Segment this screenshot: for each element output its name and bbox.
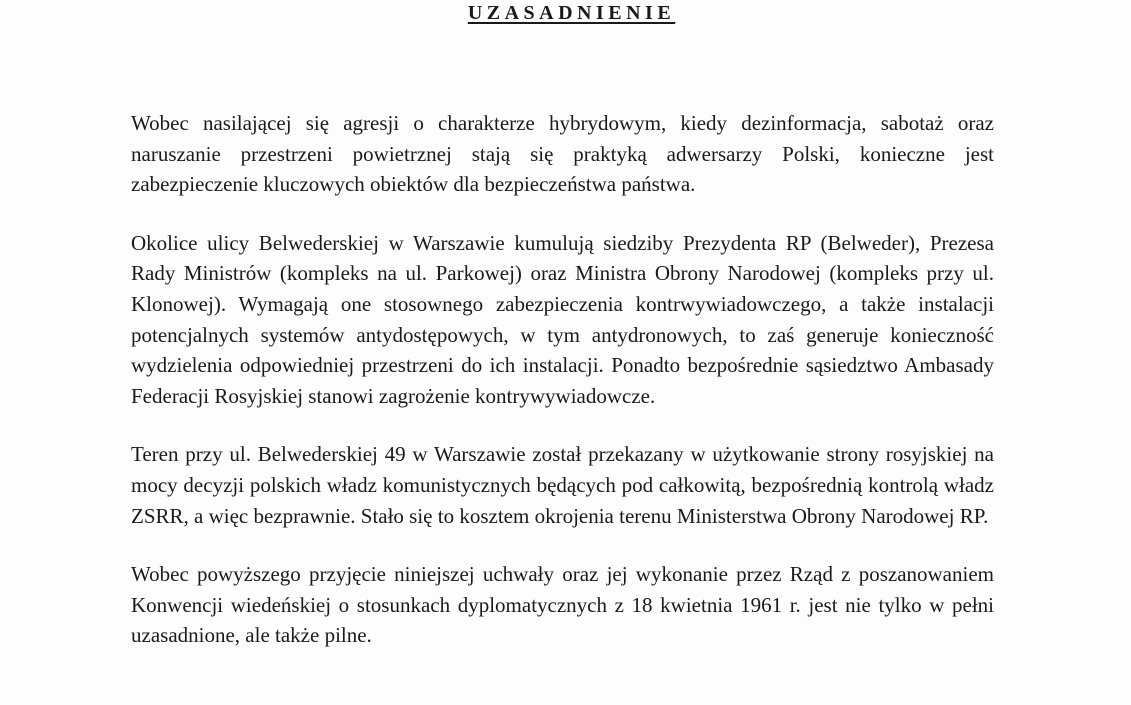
document-title: UZASADNIENIE bbox=[467, 2, 676, 24]
paragraph-2: Okolice ulicy Belwederskiej w Warszawie kumulują siedziby Prezydenta RP (Belweder), Prezesa Rady Ministrów (kompleks na ul. Parkowej) oraz Ministra Obrony Narodowej (kompleks przy ul. Klonowej). Wymagają one stosownego zabezpieczenia kontrwywiadowczego, a także instalacji potencjalnych systemów antydostępowych, w tym antydronowych, to zaś generuje konieczność wydzielenia odpowiedniej przestrzeni do ich instalacji. Ponadto bezpośrednie sąsiedztwo Ambasady Federacji Rosyjskiej stanowi zagrożenie kontrywywiadowcze. bbox=[131, 230, 994, 408]
paragraph-3: Teren przy ul. Belwederskiej 49 w Warszawie został przekazany w użytkowanie strony rosyjskiej na mocy decyzji polskich władz komunistycznych będących pod całkowitą, bezpośrednią kontrolą władz ZSRR, a więc bezprawnie. Stało się to kosztem okrojenia terenu Ministerstwa Obrony Narodowej RP. bbox=[131, 442, 994, 528]
document-body bbox=[131, 108, 994, 679]
paragraph-4: Wobec powyższego przyjęcie niniejszej uchwały oraz jej wykonanie przez Rząd z poszanowaniem Konwencji wiedeńskiej o stosunkach dyplomatycznych z 18 kwietnia 1961 r. jest nie tylko w pełni uzasadnione, ale także pilne. bbox=[131, 562, 994, 648]
paragraph-1: Wobec nasilającej się agresji o charakterze hybrydowym, kiedy dezinformacja, sabotaż oraz naruszanie przestrzeni powietrznej stają się praktyką adwersarzy Polski, konieczne jest zabezpieczenie kluczowych obiektów dla bezpieczeństwa państwa. bbox=[131, 111, 994, 197]
